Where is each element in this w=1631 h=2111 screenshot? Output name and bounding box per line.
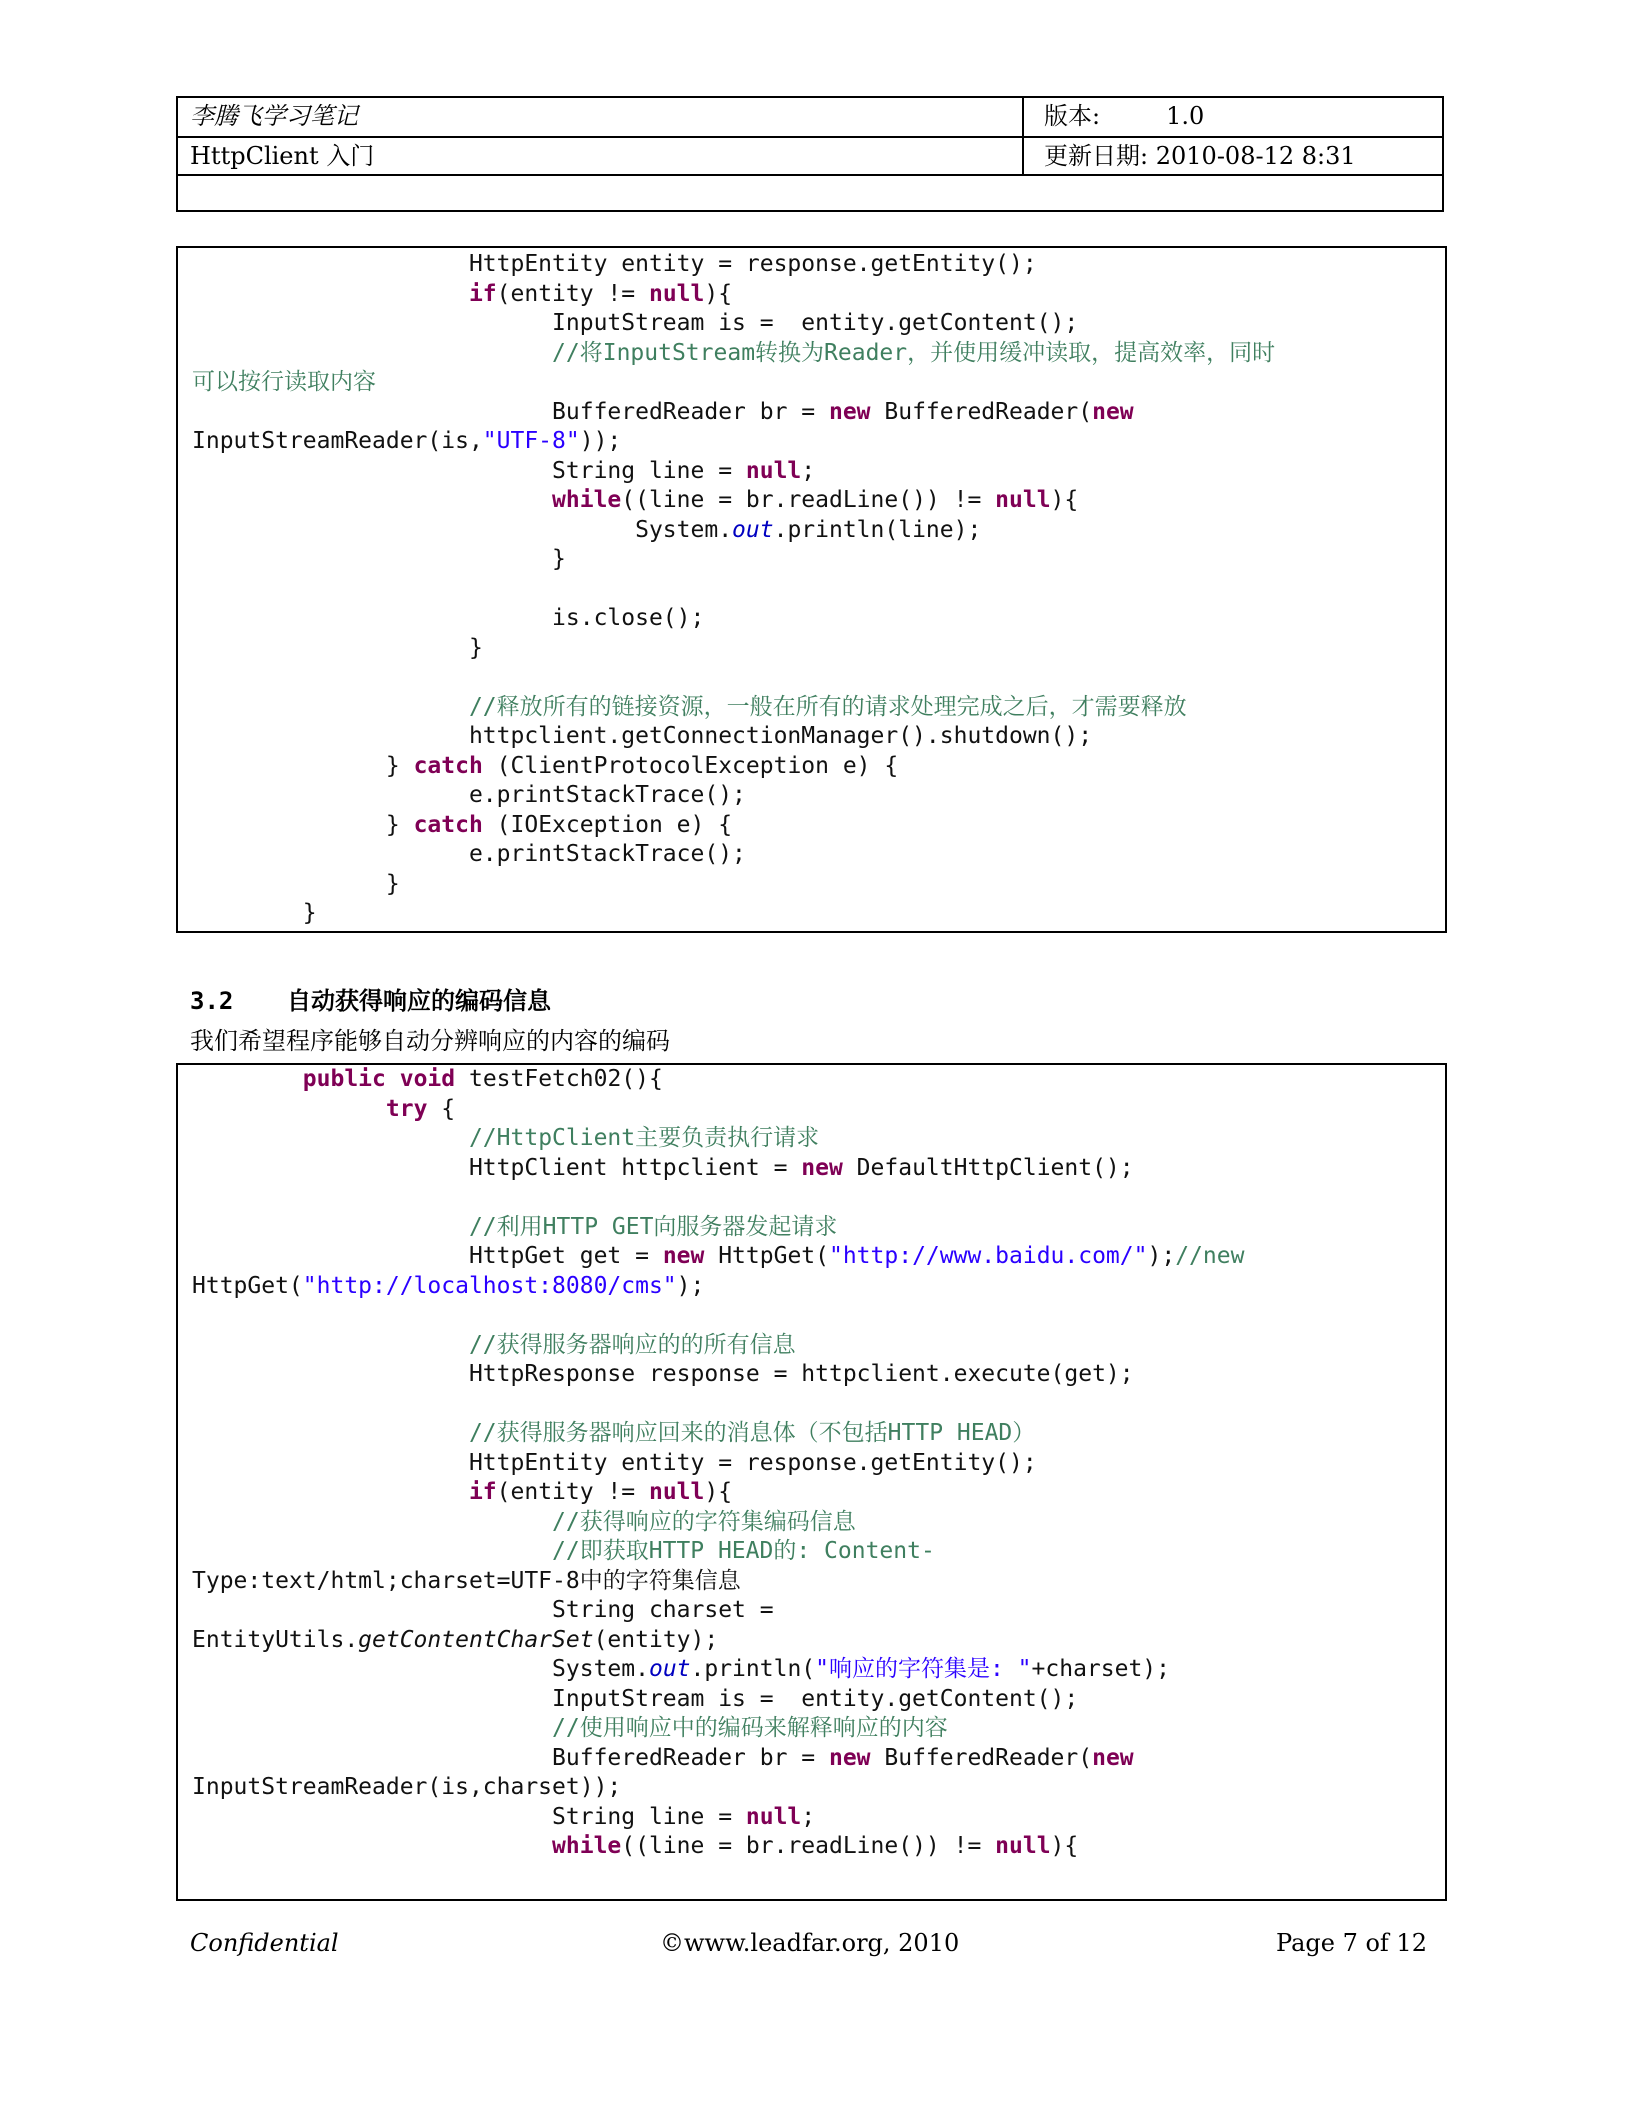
footer-confidential: Confidential (190, 1929, 339, 1957)
updated-cell (1024, 138, 1442, 176)
section-heading (190, 984, 551, 1018)
doc-subject: HttpClient 入门 (178, 138, 1024, 176)
version-label: 版本: (1044, 102, 1101, 130)
updated-value: 2010-08-12 8:31 (1155, 142, 1356, 170)
footer-page-number: Page 7 of 12 (1276, 1929, 1427, 1957)
section-intro: 我们希望程序能够自动分辨响应的内容的编码 (190, 1027, 670, 1055)
updated-label: 更新日期: (1044, 142, 1149, 170)
code-block-2 (176, 1063, 1447, 1901)
footer-copyright: ©www.leadfar.org, 2010 (660, 1929, 960, 1957)
version-value: 1.0 (1166, 102, 1205, 130)
code-block-1 (176, 246, 1447, 933)
version-cell (1024, 98, 1442, 138)
doc-title: 李腾飞学习笔记 (178, 98, 1024, 138)
section-title: 自动获得响应的编码信息 (287, 986, 551, 1015)
code-block-2-content: public void testFetch02(){ try { //HttpClient主要负责执行请求 HttpClient httpclient = new DefaultHttpClient(); //利用HTTP GET向服务器发起请求 HttpGet get = new HttpGet("http://www.baidu.com/");//new HttpGet("http://localhost:8080/cms"); //获得服务器响应的的所有信息 HttpResponse response = httpclient.execute(get); //获得服务器响应回来的消息体（不包括HTTP HEAD） HttpEntity entity = response.getEntity(); if(entity != null){ //获得响应的字符集编码信息 //即获取HTTP HEAD的: Content- Type:text/html;charset=UTF-8中的字符集信息 String charset = EntityUtils.getContentCharSet(entity); System.out.println("响应的字符集是: "+charset); InputStream is = entity.getContent(); //使用响应中的编码来解释响应的内容 BufferedReader br = new BufferedReader(new InputStreamReader(is,charset)); String line = null; while((line = br.readLine()) != null){ (192, 1066, 1245, 1859)
code-block-1-content: HttpEntity entity = response.getEntity(); if(entity != null){ InputStream is = entity.getContent(); //将InputStream转换为Reader，并使用缓冲读取，提高效率，同时 可以按行读取内容 BufferedReader br = new BufferedReader(new InputStreamReader(is,"UTF-8")); String line = null; while((line = br.readLine()) != null){ System.out.println(line); } is.close(); } //释放所有的链接资源，一般在所有的请求处理完成之后，才需要释放 httpclient.getConnectionManager().shutdown(); } catch (ClientProtocolException e) { e.printStackTrace(); } catch (IOException e) { e.printStackTrace(); } } (192, 251, 1276, 926)
section-number: 3.2 (190, 987, 234, 1015)
document-header-table (176, 96, 1444, 212)
